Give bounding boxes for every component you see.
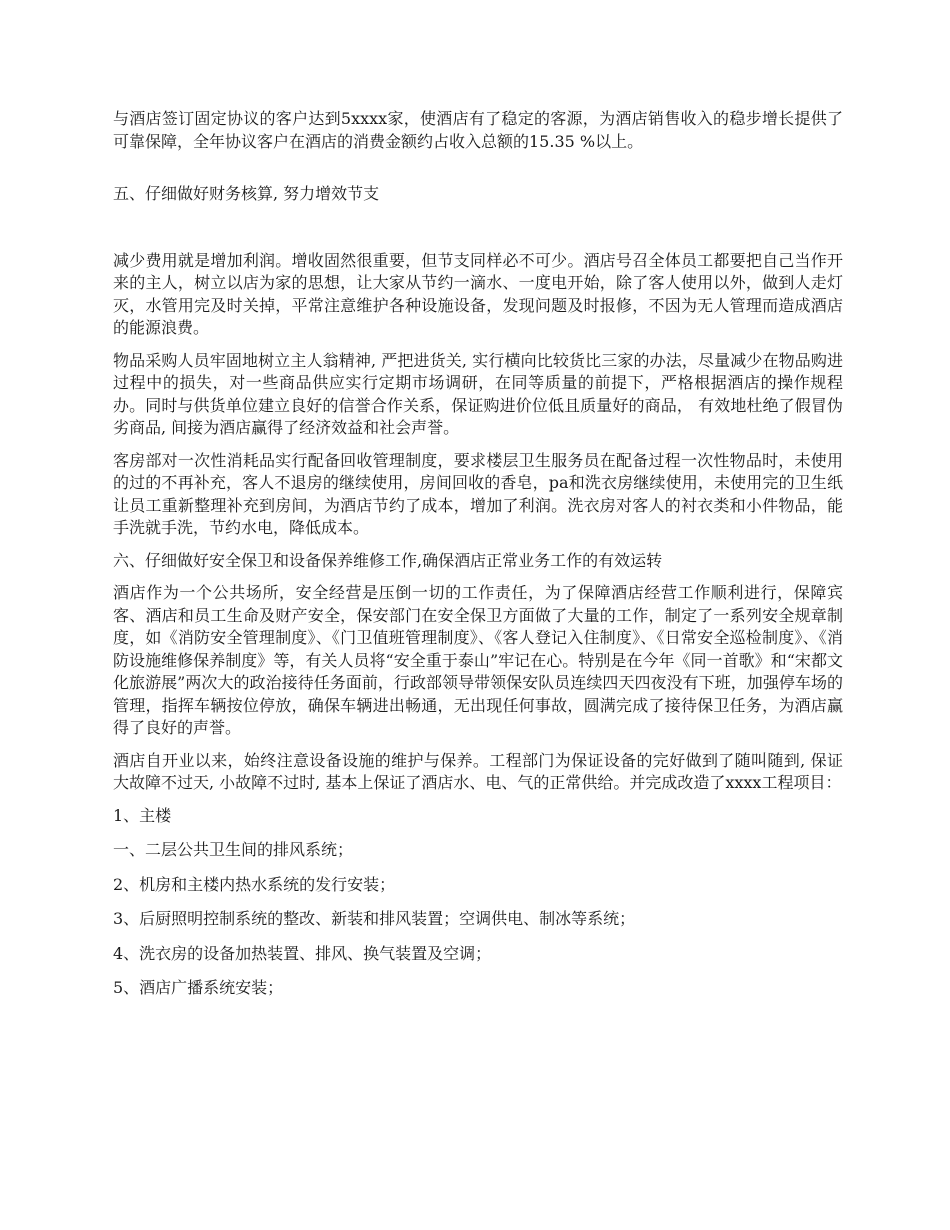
section-heading-security: 六、仔细做好安全保卫和设备保养维修工作,确保酒店正常业务工作的有效运转 bbox=[113, 550, 663, 570]
list-item: 4、洗衣房的设备加热装置、排风、换气装置及空调； bbox=[113, 943, 492, 963]
list-item: 5、酒店广播系统安装； bbox=[113, 978, 284, 997]
paragraph-cost-reduction: 减少费用就是增加利润。增收固然很重要，但节支同样必不可少。酒店号召全体员工都要把自己当作开来的主人，树立以店为家的思想，让大家从节约一滴水、一度电开始，除了客人使用以外，做到人走灯灭，水管用完及时关掉，平常注意维护各种设施设备，发现问题及时报修，不因为无人管理而造成酒店的能源浪费。 bbox=[113, 250, 843, 337]
paragraph-housekeeping-consumables: 客房部对一次性消耗品实行配备回收管理制度，要求楼层卫生服务员在配备过程一次性物品时，未使用的过的不再补充，客人不退房的继续使用，房间回收的香皂，pa和洗衣房继续使用，未使用完的卫生纸让员工重新整理补充到房间，为酒店节约了成本，增加了利润。洗衣房对客人的衬衣类和小件物品，能手洗就手洗，节约水电，降低成本。 bbox=[113, 450, 843, 537]
list-item: 2、机房和主楼内热水系统的发行安装； bbox=[113, 874, 396, 894]
paragraph-security: 酒店作为一个公共场所，安全经营是压倒一切的工作责任，为了保障酒店经营工作顺利进行，保障宾客、酒店和员工生命及财产安全，保安部门在安全保卫方面做了大量的工作，制定了一系列安全规章制度，如《消防安全管理制度》、《门卫值班管理制度》、《客人登记入住制度》、《日常安全巡检制度》、《消防设施维修保养制度》等，有关人员将“安全重于泰山”牢记在心。特别是在今年《同一首歌》和“宋都文化旅游展”两次大的政治接待任务面前，行政部领导带领保安队员连续四天四夜没有下班，加强停车场的管理，指挥车辆按位停放，确保车辆进出畅通，无出现任何事故，圆满完成了接待保卫任务，为酒店赢得了良好的声誉。 bbox=[113, 583, 843, 737]
section-heading-finance: 五、仔细做好财务核算, 努力增效节支 bbox=[113, 184, 380, 203]
paragraph-maintenance: 酒店自开业以来，始终注意设备设施的维护与保养。工程部门为保证设备的完好做到了随叫随到, 保证大故障不过天, 小故障不过时, 基本上保证了酒店水、电、气的正常供给。并完成改造了xxxx工程项目： bbox=[113, 750, 843, 792]
list-item: 1、主楼 bbox=[113, 805, 172, 825]
document-page bbox=[113, 108, 843, 1012]
list-item: 3、后厨照明控制系统的整改、新装和排风装置；空调供电、制冰等系统； bbox=[113, 909, 636, 928]
paragraph-agreement-clients: 与酒店签订固定协议的客户达到5xxxx家，使酒店有了稳定的客源，为酒店销售收入的稳步增长提供了可靠保障，全年协议客户在酒店的消费金额约占收入总额的15.35 %以上。 bbox=[113, 109, 843, 151]
paragraph-procurement: 物品采购人员牢固地树立主人翁精神, 严把进货关, 实行横向比较货比三家的办法，尽量减少在物品购进过程中的损失，对一些商品供应实行定期市场调研，在同等质量的前提下，严格根据酒店的操作规程办。同时与供货单位建立良好的信誉合作关系，保证购进价位低且质量好的商品， 有效地杜绝了假冒伪劣商品, 间接为酒店赢得了经济效益和社会声誉。 bbox=[113, 350, 843, 437]
list-item: 一、二层公共卫生间的排风系统； bbox=[113, 840, 354, 859]
